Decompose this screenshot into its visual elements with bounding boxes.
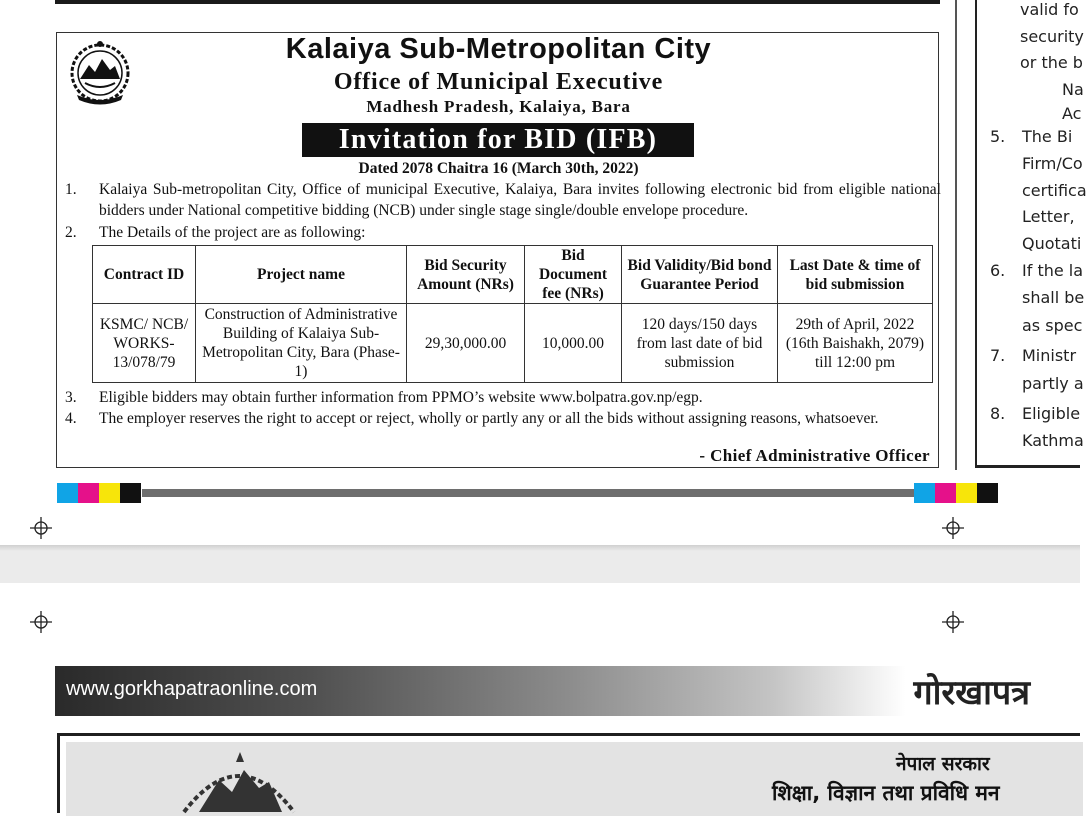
point-text: Kalaiya Sub-metropolitan City, Office of municipal Executive, Kalaiya, Bara invites following electronic bid from eligible national bidders under National competitive bidding (NCB) under single stage single/double envelope procedure. [99,181,941,219]
cell-contract-id: KSMC/ NCB/ WORKS-13/078/79 [93,304,196,383]
right-col-line: valid fo [1020,0,1079,19]
registration-bar [142,489,914,497]
project-details-table [92,245,933,383]
ifb-heading: Invitation for BID (IFB) [302,123,694,157]
masthead-bar [55,666,1080,716]
color-swatches-right [914,483,998,503]
page-gap [0,545,1080,583]
point-number: 2. [65,224,77,241]
magenta-swatch [935,483,956,503]
black-swatch [977,483,998,503]
magenta-swatch [78,483,99,503]
point-text: Eligible bidders may obtain further information from PPMO’s website www.bolpatra.gov.np/egp. [99,389,703,406]
office-name: Office of Municipal Executive [333,69,664,95]
cell-doc-fee: 10,000.00 [525,304,622,383]
office-address: Madhesh Pradesh, Kalaiya, Bara [366,97,631,116]
right-col-line: Na [1062,80,1084,99]
next-notice [57,733,1080,813]
right-col-number: 6. [990,261,1006,280]
registration-crosshair-icon [30,611,52,633]
col-header-contract-id: Contract ID [93,246,196,304]
govt-line: नेपाल सरकार [896,753,990,775]
col-header-bid-security: Bid Security Amount (NRs) [407,246,525,304]
website-url[interactable]: www.gorkhapatraonline.com [66,678,318,700]
color-swatches-left [57,483,141,503]
notice-title: Kalaiya Sub-Metropolitan City [285,33,712,65]
col-header-last-date: Last Date & time of bid submission [778,246,933,304]
registration-crosshair-icon [942,517,964,539]
nepal-emblem-icon [174,748,304,812]
yellow-swatch [99,483,120,503]
black-swatch [120,483,141,503]
yellow-swatch [956,483,977,503]
right-col-line: Ministr [1022,346,1077,365]
right-col-line: partly a [1022,374,1084,393]
right-col-line: Firm/Co [1022,154,1083,173]
right-col-line: certifica [1022,181,1087,200]
cell-project-name: Construction of Administrative Building of Kalaiya Sub-Metropolitan City, Bara (Phase-1) [196,304,407,383]
cyan-swatch [57,483,78,503]
right-col-line: Letter, [1022,207,1075,226]
ministry-line: शिक्षा, विज्ञान तथा प्रविधि मन [772,781,1000,805]
right-col-line: as spec [1022,316,1083,335]
col-header-doc-fee: Bid Document fee (NRs) [525,246,622,304]
right-col-line: Eligible [1022,404,1081,423]
point-number: 3. [65,389,77,406]
right-col-number: 7. [990,346,1006,365]
column-rule [955,0,957,470]
right-col-line: If the la [1022,261,1084,280]
bid-notice [56,32,939,468]
top-rule [55,0,940,4]
cell-validity: 120 days/150 days from last date of bid submission [622,304,778,383]
right-col-line: or the b [1020,53,1083,72]
cyan-swatch [914,483,935,503]
col-header-validity: Bid Validity/Bid bond Guarantee Period [622,246,778,304]
registration-crosshair-icon [942,611,964,633]
right-col-number: 8. [990,404,1006,423]
point-number: 1. [65,181,77,198]
next-notice-inner [66,742,1083,816]
cell-bid-security: 29,30,000.00 [407,304,525,383]
right-col-line: security [1020,27,1084,46]
newspaper-page-bottom [0,583,1080,803]
right-col-line: Kathma [1022,431,1084,450]
point-text: The Details of the project are as following: [99,224,366,241]
table-row [93,304,933,383]
col-header-project-name: Project name [196,246,407,304]
newspaper-name: गोरखापत्र [913,673,1030,713]
point-number: 4. [65,410,77,427]
registration-crosshair-icon [30,517,52,539]
signoff: - Chief Administrative Officer [699,446,930,465]
cell-last-date: 29th of April, 2022 (16th Baishakh, 2079) till 12:00 pm [778,304,933,383]
notice-date: Dated 2078 Chaitra 16 (March 30th, 2022) [358,160,639,177]
point-text: The employer reserves the right to accept or reject, wholly or partly any or all the bids without assigning reasons, whatsoever. [99,410,879,427]
right-col-line: The Bi [1022,127,1073,146]
table-header-row [93,246,933,304]
right-col-line: Quotati [1022,234,1082,253]
right-col-number: 5. [990,127,1006,146]
right-col-line: shall be [1022,288,1085,307]
right-col-line: Ac [1062,104,1082,123]
